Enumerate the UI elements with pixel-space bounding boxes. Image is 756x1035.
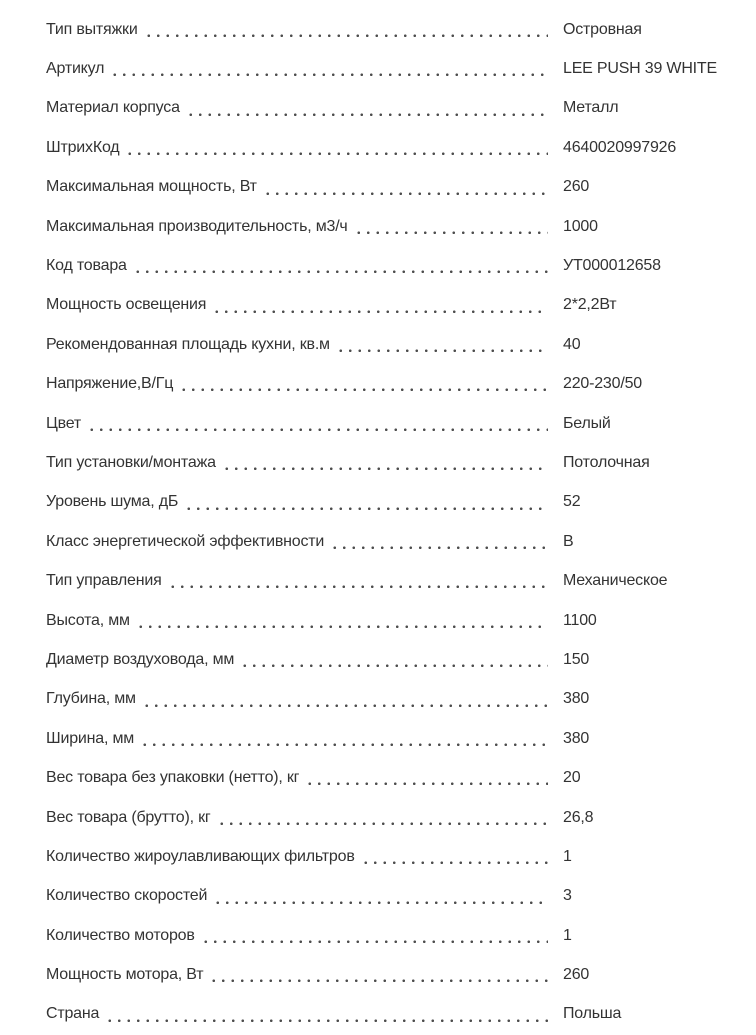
- spec-row-left: [46, 454, 563, 472]
- spec-row-left: [46, 887, 563, 905]
- spec-value: 260: [563, 178, 590, 196]
- spec-value: 20: [563, 769, 581, 787]
- spec-row-left: [46, 809, 563, 827]
- spec-row-left: [46, 769, 563, 787]
- dot-leader: [336, 336, 548, 354]
- spec-row-left: [46, 415, 563, 433]
- spec-row: [46, 561, 750, 600]
- spec-value: 220-230/50: [563, 375, 642, 393]
- dot-leader: [354, 218, 548, 236]
- spec-label: Мощность мотора, Вт: [46, 966, 204, 984]
- spec-row: [46, 837, 750, 876]
- spec-row-left: [46, 612, 563, 630]
- spec-row: [46, 995, 750, 1034]
- spec-value: В: [563, 532, 574, 550]
- spec-label: Количество скоростей: [46, 887, 208, 905]
- spec-row-left: [46, 296, 563, 314]
- spec-row-left: [46, 21, 563, 39]
- spec-row: [46, 207, 750, 246]
- spec-label: Класс энергетической эффективности: [46, 532, 325, 550]
- spec-label: Напряжение,В/Гц: [46, 375, 174, 393]
- spec-row: [46, 955, 750, 994]
- spec-label: ШтрихКод: [46, 138, 120, 156]
- spec-row: [46, 483, 750, 522]
- spec-value: 260: [563, 966, 590, 984]
- spec-row-left: [46, 375, 563, 393]
- dot-leader: [140, 730, 548, 748]
- spec-value: Потолочная: [563, 453, 650, 471]
- spec-row: [46, 640, 750, 679]
- spec-value: Металл: [563, 99, 619, 117]
- spec-row-left: [46, 651, 563, 669]
- spec-row-left: [46, 99, 563, 117]
- spec-label: Максимальная производительность, м3/ч: [46, 217, 348, 235]
- dot-leader: [142, 690, 548, 708]
- spec-row: [46, 128, 750, 167]
- spec-label: Уровень шума, дБ: [46, 493, 179, 511]
- spec-row-left: [46, 218, 563, 236]
- dot-leader: [125, 139, 548, 157]
- spec-row: [46, 758, 750, 797]
- spec-value: Белый: [563, 414, 611, 432]
- dot-leader: [201, 927, 548, 945]
- spec-row: [46, 325, 750, 364]
- dot-leader: [110, 60, 548, 78]
- spec-label: Тип установки/монтажа: [46, 453, 216, 471]
- spec-row: [46, 49, 750, 88]
- spec-row-left: [46, 730, 563, 748]
- spec-label: Артикул: [46, 60, 105, 78]
- spec-value: 52: [563, 493, 581, 511]
- dot-leader: [305, 769, 548, 787]
- spec-value: LEE PUSH 39 WHITE: [563, 60, 717, 78]
- spec-row: [46, 246, 750, 285]
- spec-label: Вес товара (брутто), кг: [46, 808, 211, 826]
- dot-leader: [222, 454, 548, 472]
- dot-leader: [361, 848, 548, 866]
- spec-label: Тип управления: [46, 572, 162, 590]
- spec-row: [46, 916, 750, 955]
- dot-leader: [263, 178, 548, 196]
- spec-label: Высота, мм: [46, 611, 130, 629]
- dot-leader: [105, 1005, 548, 1023]
- dot-leader: [212, 296, 548, 314]
- spec-value: 40: [563, 335, 581, 353]
- dot-leader: [87, 415, 548, 433]
- spec-row: [46, 719, 750, 758]
- spec-label: Диаметр воздуховода, мм: [46, 650, 235, 668]
- spec-row-left: [46, 690, 563, 708]
- spec-row: [46, 168, 750, 207]
- spec-row: [46, 10, 750, 49]
- spec-value: УТ000012658: [563, 257, 661, 275]
- spec-label: Мощность освещения: [46, 296, 207, 314]
- dot-leader: [213, 887, 548, 905]
- spec-value: 4640020997926: [563, 138, 677, 156]
- dot-leader: [330, 533, 548, 551]
- spec-row-left: [46, 927, 563, 945]
- dot-leader: [209, 966, 548, 984]
- spec-row: [46, 877, 750, 916]
- spec-row-left: [46, 1005, 563, 1023]
- spec-value: 1100: [563, 611, 597, 629]
- spec-value: 1: [563, 926, 572, 944]
- dot-leader: [179, 375, 548, 393]
- spec-value: Островная: [563, 20, 642, 38]
- dot-leader: [168, 572, 548, 590]
- dot-leader: [144, 21, 548, 39]
- dot-leader: [184, 493, 548, 511]
- spec-value: Польша: [563, 1005, 622, 1023]
- spec-label: Ширина, мм: [46, 729, 135, 747]
- spec-label: Цвет: [46, 414, 82, 432]
- spec-label: Глубина, мм: [46, 690, 136, 708]
- spec-label: Материал корпуса: [46, 99, 180, 117]
- spec-label: Вес товара без упаковки (нетто), кг: [46, 769, 300, 787]
- spec-value: 1000: [563, 217, 598, 235]
- spec-label: Страна: [46, 1005, 100, 1023]
- spec-row-left: [46, 257, 563, 275]
- dot-leader: [133, 257, 548, 275]
- dot-leader: [136, 612, 548, 630]
- dot-leader: [240, 651, 548, 669]
- dot-leader: [186, 99, 548, 117]
- spec-label: Рекомендованная площадь кухни, кв.м: [46, 335, 330, 353]
- spec-row-left: [46, 966, 563, 984]
- spec-row: [46, 286, 750, 325]
- spec-value: 1: [563, 847, 572, 865]
- spec-row: [46, 404, 750, 443]
- spec-value: 380: [563, 729, 590, 747]
- spec-label: Тип вытяжки: [46, 20, 138, 38]
- spec-value: Механическое: [563, 572, 668, 590]
- spec-value: 380: [563, 690, 590, 708]
- spec-value: 2*2,2Вт: [563, 296, 617, 314]
- spec-row: [46, 365, 750, 404]
- spec-label: Количество жироулавливающих фильтров: [46, 847, 355, 865]
- spec-label: Код товара: [46, 257, 127, 275]
- spec-row-left: [46, 533, 563, 551]
- spec-row: [46, 443, 750, 482]
- spec-value: 150: [563, 650, 590, 668]
- spec-label: Количество моторов: [46, 926, 195, 944]
- spec-row-left: [46, 139, 563, 157]
- spec-row-left: [46, 60, 563, 78]
- spec-row-left: [46, 572, 563, 590]
- spec-row: [46, 522, 750, 561]
- spec-row: [46, 798, 750, 837]
- spec-row-left: [46, 336, 563, 354]
- spec-row-left: [46, 493, 563, 511]
- spec-value: 3: [563, 887, 572, 905]
- spec-row-left: [46, 848, 563, 866]
- spec-row-left: [46, 178, 563, 196]
- spec-row: [46, 601, 750, 640]
- spec-value: 26,8: [563, 808, 594, 826]
- spec-label: Максимальная мощность, Вт: [46, 178, 257, 196]
- spec-row: [46, 680, 750, 719]
- dot-leader: [217, 809, 548, 827]
- spec-row: [46, 89, 750, 128]
